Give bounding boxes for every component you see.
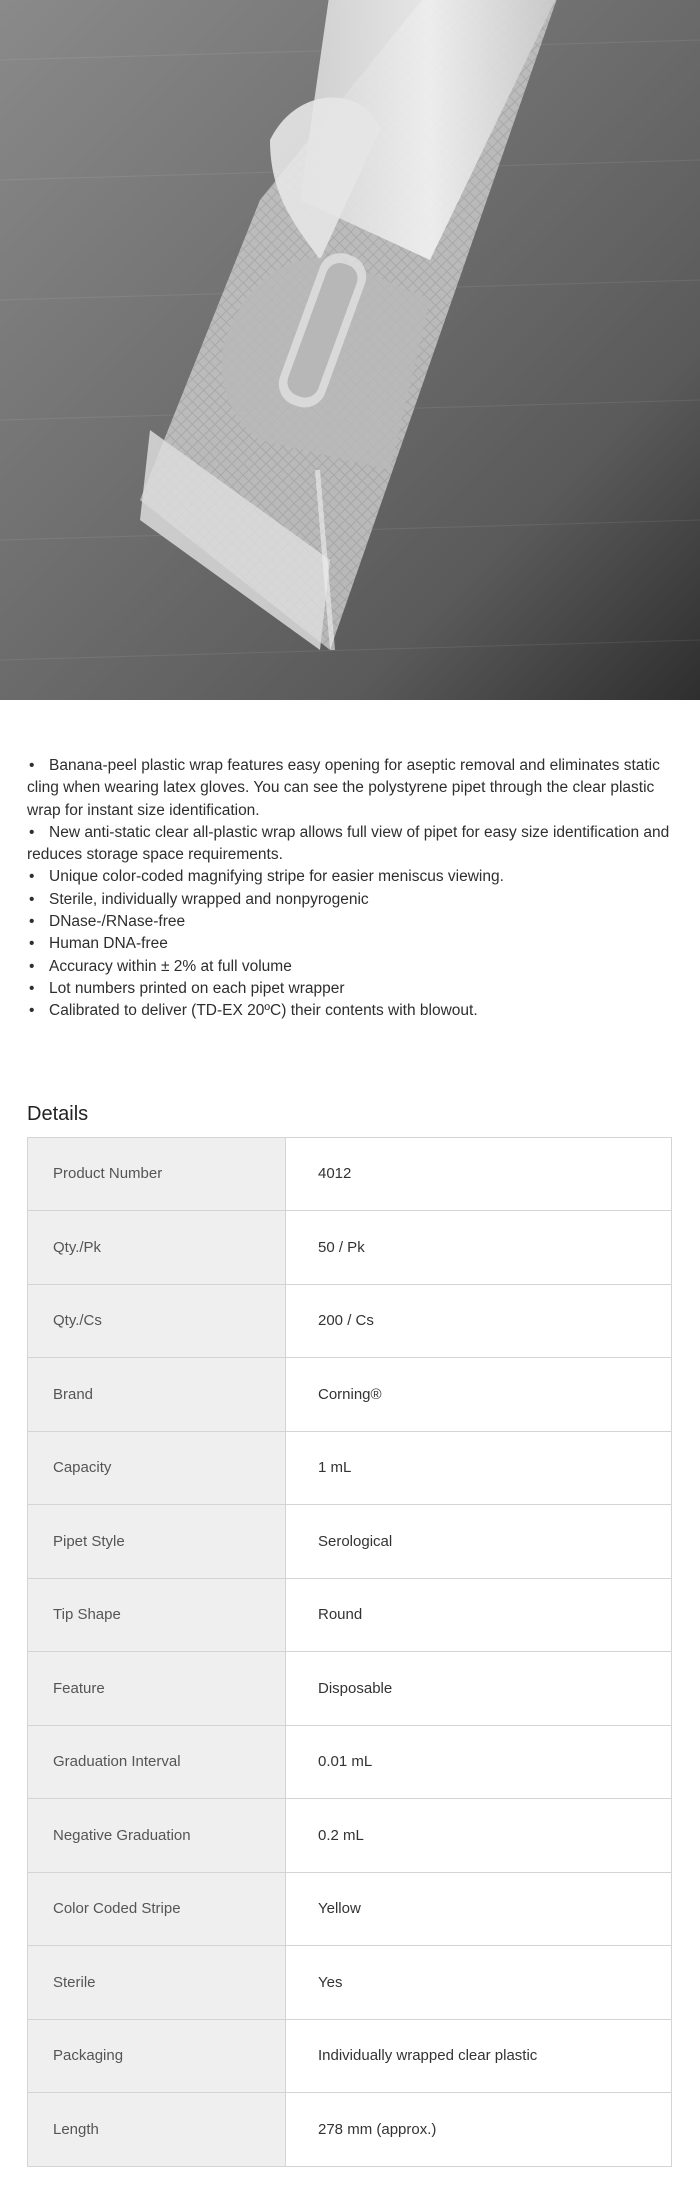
bullet-icon: •	[29, 757, 35, 774]
feature-item	[27, 933, 673, 955]
spec-label: Length	[28, 2093, 286, 2167]
details-table	[27, 1137, 672, 2167]
product-image	[0, 0, 700, 700]
spec-value: Individually wrapped clear plastic	[286, 2019, 672, 2093]
bullet-icon: •	[29, 935, 35, 953]
bullet-icon: •	[29, 823, 35, 841]
table-row	[28, 1946, 672, 2020]
bullet-icon: •	[29, 913, 35, 931]
bullet-icon: •	[29, 890, 35, 908]
spec-value: Serological	[286, 1505, 672, 1579]
bullet-icon: •	[29, 957, 35, 975]
spec-value: Yellow	[286, 1872, 672, 1946]
table-row	[28, 2093, 672, 2167]
spec-label: Pipet Style	[28, 1505, 286, 1579]
feature-text: Human DNA-free	[49, 935, 168, 953]
spec-value: 50 / Pk	[286, 1211, 672, 1285]
spec-label: Tip Shape	[28, 1578, 286, 1652]
spec-label: Qty./Cs	[28, 1284, 286, 1358]
spec-label: Product Number	[28, 1137, 286, 1211]
spec-value: 278 mm (approx.)	[286, 2093, 672, 2167]
feature-text: Banana-peel plastic wrap features easy opening for aseptic removal and eliminates static cling when wearing latex gloves. You can see the polystyrene pipet through the clear plastic wrap for instant size identification.	[27, 757, 660, 819]
details-table-body	[28, 1137, 672, 2166]
spec-label: Brand	[28, 1358, 286, 1432]
spec-label: Color Coded Stripe	[28, 1872, 286, 1946]
feature-item	[27, 866, 673, 888]
bullet-icon: •	[29, 979, 35, 997]
feature-text: New anti-static clear all-plastic wrap allows full view of pipet for easy size identification and reduces storage space requirements.	[27, 823, 670, 864]
table-row	[28, 1358, 672, 1432]
table-row	[28, 1284, 672, 1358]
spec-label: Feature	[28, 1652, 286, 1726]
feature-list	[0, 700, 700, 1023]
table-row	[28, 1431, 672, 1505]
table-row	[28, 1725, 672, 1799]
spec-value: 200 / Cs	[286, 1284, 672, 1358]
spec-value: 1 mL	[286, 1431, 672, 1505]
pipet-photo	[0, 0, 700, 700]
feature-item	[27, 889, 673, 911]
spec-value: Disposable	[286, 1652, 672, 1726]
table-row	[28, 1652, 672, 1726]
details-heading: Details	[27, 1102, 89, 1125]
table-row	[28, 1505, 672, 1579]
table-row	[28, 1137, 672, 1211]
feature-text: DNase-/RNase-free	[49, 913, 186, 931]
table-row	[28, 2019, 672, 2093]
bullet-icon: •	[29, 868, 35, 886]
feature-text: Unique color-coded magnifying stripe for easier meniscus viewing.	[49, 868, 504, 886]
bullet-icon: •	[29, 1002, 35, 1020]
spec-label: Capacity	[28, 1431, 286, 1505]
spec-label: Negative Graduation	[28, 1799, 286, 1873]
feature-bullets	[27, 755, 673, 1023]
table-row	[28, 1799, 672, 1873]
spec-value: 4012	[286, 1137, 672, 1211]
spec-value: 0.01 mL	[286, 1725, 672, 1799]
feature-item	[27, 755, 673, 822]
feature-item	[27, 1000, 673, 1022]
feature-text: Lot numbers printed on each pipet wrapper	[49, 979, 345, 997]
feature-item	[27, 911, 673, 933]
spec-value: Corning®	[286, 1358, 672, 1432]
feature-text: Calibrated to deliver (TD-EX 20ºC) their contents with blowout.	[49, 1002, 478, 1020]
spec-label: Packaging	[28, 2019, 286, 2093]
feature-item	[27, 978, 673, 1000]
feature-text: Sterile, individually wrapped and nonpyrogenic	[49, 890, 369, 908]
feature-item	[27, 956, 673, 978]
spec-value: Round	[286, 1578, 672, 1652]
table-row	[28, 1578, 672, 1652]
spec-label: Graduation Interval	[28, 1725, 286, 1799]
spec-label: Qty./Pk	[28, 1211, 286, 1285]
table-row	[28, 1872, 672, 1946]
table-row	[28, 1211, 672, 1285]
spec-value: Yes	[286, 1946, 672, 2020]
spec-value: 0.2 mL	[286, 1799, 672, 1873]
feature-text: Accuracy within ± 2% at full volume	[49, 957, 292, 975]
spec-label: Sterile	[28, 1946, 286, 2020]
feature-item	[27, 822, 673, 867]
